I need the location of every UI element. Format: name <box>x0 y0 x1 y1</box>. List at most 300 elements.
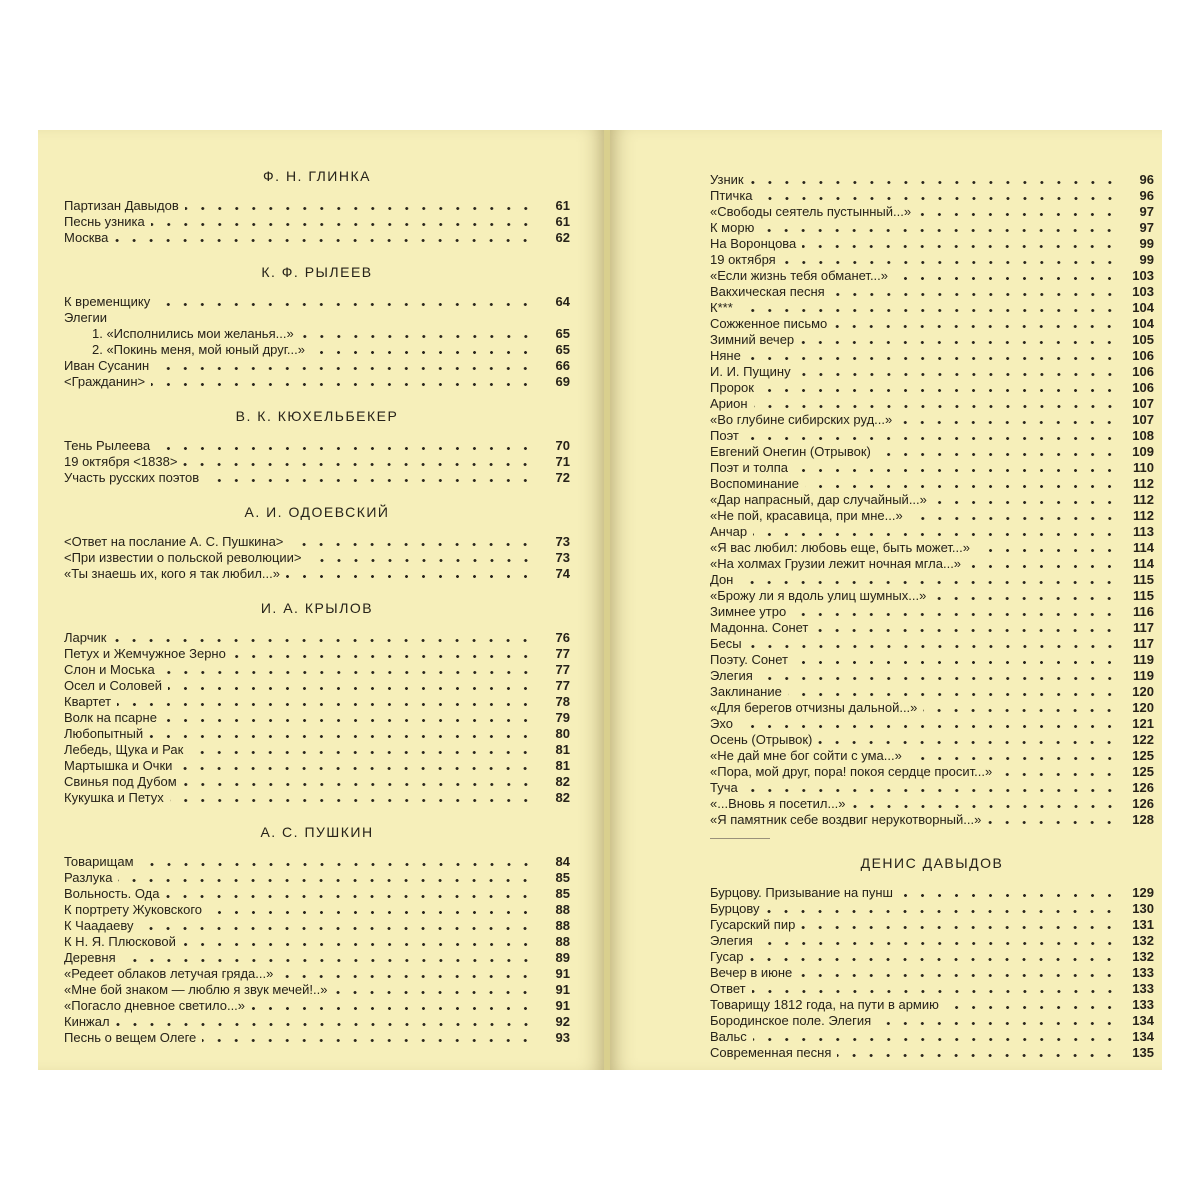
toc-page-number: 104 <box>1132 316 1154 331</box>
toc-entry-title: «Я вас любил: любовь еще, быть может...» <box>710 540 970 555</box>
author-heading: ДЕНИС ДАВЫДОВ <box>860 855 1004 871</box>
toc-entry <box>64 198 570 214</box>
toc-entry <box>710 1013 1154 1029</box>
toc-entry-title: Квартет <box>64 694 112 709</box>
dot-leader <box>759 197 1118 200</box>
toc-entry-title: Любопытный <box>64 726 144 741</box>
toc-entry-title: Пророк <box>710 380 754 395</box>
dot-leader <box>794 661 1118 664</box>
dot-leader <box>202 1039 534 1042</box>
dot-leader <box>805 485 1118 488</box>
toc-entry-title: Птичка <box>710 188 753 203</box>
toc-entry <box>64 998 570 1014</box>
toc-entry <box>710 268 1154 284</box>
toc-entry <box>710 444 1154 460</box>
toc-entry-title: «Погасло дневное светило...» <box>64 998 246 1013</box>
toc-entry <box>710 1045 1154 1061</box>
toc-entry-title: Тень Рылеева <box>64 438 151 453</box>
dot-leader <box>739 581 1118 584</box>
toc-entry <box>710 620 1154 636</box>
toc-entry-title: Элегия <box>710 933 753 948</box>
toc-entry-title: Воспоминание <box>710 476 799 491</box>
dot-leader <box>759 942 1118 945</box>
toc-page-number: 62 <box>555 230 570 245</box>
toc-entry-title: Деревня <box>64 950 116 965</box>
author-heading: Ф. Н. ГЛИНКА <box>263 168 371 184</box>
toc-entry-title: Поэту. Сонет <box>710 652 788 667</box>
dot-leader <box>747 357 1118 360</box>
toc-entry-title: Мадонна. Сонет <box>710 620 809 635</box>
dot-leader <box>753 533 1118 536</box>
toc-entry <box>710 380 1154 396</box>
toc-entry <box>710 236 1154 252</box>
dot-leader <box>139 927 534 930</box>
dot-leader <box>165 895 534 898</box>
toc-page-number: 133 <box>1132 981 1154 996</box>
toc-entry <box>710 748 1154 764</box>
toc-page-number: 78 <box>555 694 570 709</box>
toc-page-number: 106 <box>1132 348 1154 363</box>
toc-page-number: 76 <box>555 630 570 645</box>
dot-leader <box>818 741 1118 744</box>
dot-leader <box>998 773 1118 776</box>
toc-page-number: 116 <box>1133 604 1154 619</box>
toc-page-number: 110 <box>1133 460 1154 475</box>
toc-entry-title: Волк на псарне <box>64 710 157 725</box>
dot-leader <box>149 735 534 738</box>
toc-entry <box>64 662 570 678</box>
toc-page-number: 89 <box>555 950 570 965</box>
toc-page-number: 105 <box>1132 332 1154 347</box>
dot-leader <box>117 703 534 706</box>
toc-entry-title: Разлука <box>64 870 113 885</box>
toc-entry <box>710 684 1154 700</box>
toc-page-number: 119 <box>1133 668 1154 683</box>
toc-entry <box>710 428 1154 444</box>
toc-entry <box>710 812 1154 828</box>
toc-page-number: 120 <box>1132 684 1154 699</box>
toc-entry <box>710 220 1154 236</box>
toc-entry <box>710 949 1154 965</box>
toc-entry-title: Элегии <box>64 310 107 325</box>
toc-entry-title: Узник <box>710 172 744 187</box>
dot-leader <box>945 1006 1118 1009</box>
toc-page-number: 85 <box>555 886 570 901</box>
toc-entry <box>710 997 1154 1013</box>
toc-entry-title: «Во глубине сибирских руд...» <box>710 412 893 427</box>
toc-entry <box>64 214 570 230</box>
toc-entry <box>710 933 1154 949</box>
toc-page-number: 132 <box>1132 933 1154 948</box>
dot-leader <box>908 757 1118 760</box>
toc-entry <box>64 918 570 934</box>
toc-page-number: 119 <box>1133 652 1154 667</box>
toc-entry <box>64 358 570 374</box>
toc-entry <box>64 790 570 806</box>
toc-entry <box>710 604 1154 620</box>
toc-page-number: 130 <box>1132 901 1154 916</box>
toc-page-number: 133 <box>1132 965 1154 980</box>
toc-entry <box>64 454 570 470</box>
toc-entry <box>64 294 570 310</box>
toc-entry <box>710 652 1154 668</box>
toc-entry-title: <Гражданин> <box>64 374 146 389</box>
toc-entry <box>710 540 1154 556</box>
toc-entry-title: Осень (Отрывок) <box>710 732 813 747</box>
toc-entry-title: Участь русских поэтов <box>64 470 200 485</box>
dot-leader <box>831 293 1118 296</box>
dot-leader <box>909 517 1118 520</box>
toc-entry <box>710 252 1154 268</box>
toc-entry-title: К портрету Жуковского <box>64 902 203 917</box>
toc-page-number: 117 <box>1133 620 1154 635</box>
toc-page-number: 69 <box>555 374 570 389</box>
dot-leader <box>794 469 1118 472</box>
toc-entry-title: Современная песня <box>710 1045 832 1060</box>
toc-page-number: 85 <box>555 870 570 885</box>
dot-leader <box>163 719 534 722</box>
toc-entry <box>64 774 570 790</box>
dot-leader <box>877 1022 1118 1025</box>
toc-page-number: 125 <box>1132 748 1154 763</box>
toc-page-number: 96 <box>1139 172 1154 187</box>
toc-entry <box>64 550 570 566</box>
toc-page-number: 103 <box>1132 268 1154 283</box>
toc-entry <box>64 230 570 246</box>
dot-leader <box>748 645 1118 648</box>
dot-leader <box>877 453 1118 456</box>
toc-entry-title: Бородинское поле. Элегия <box>710 1013 872 1028</box>
toc-entry <box>710 885 1154 901</box>
toc-entry-title: Бесы <box>710 636 742 651</box>
toc-entry <box>64 326 570 342</box>
dot-leader <box>205 479 534 482</box>
toc-entry <box>710 460 1154 476</box>
toc-entry-title: Иван Сусанин <box>64 358 150 373</box>
toc-entry-title: «Брожу ли я вдоль улиц шумных...» <box>710 588 927 603</box>
toc-entry-title: 19 октября <box>710 252 776 267</box>
dot-leader <box>802 245 1118 248</box>
toc-page-number: 121 <box>1132 716 1154 731</box>
toc-page-number: 129 <box>1132 885 1154 900</box>
toc-entry <box>64 694 570 710</box>
toc-page-number: 120 <box>1132 700 1154 715</box>
toc-entry-title: «Ты знаешь их, кого я так любил...» <box>64 566 280 581</box>
toc-entry-title: Осел и Соловей <box>64 678 163 693</box>
toc-entry-title: Вольность. Ода <box>64 886 160 901</box>
toc-entry <box>710 492 1154 508</box>
dot-leader <box>798 974 1118 977</box>
toc-entry <box>710 396 1154 412</box>
toc-page-number: 82 <box>555 774 570 789</box>
dot-leader <box>114 239 534 242</box>
dot-leader <box>744 789 1118 792</box>
dot-leader <box>739 725 1118 728</box>
toc-entry <box>64 886 570 902</box>
toc-entry-title: Зимнее утро <box>710 604 787 619</box>
toc-entry <box>710 284 1154 300</box>
toc-entry-title: Кинжал <box>64 1014 110 1029</box>
toc-entry <box>710 572 1154 588</box>
toc-entry <box>710 364 1154 380</box>
dot-leader <box>178 767 534 770</box>
toc-entry-title: Гусар <box>710 949 744 964</box>
dot-leader <box>232 655 534 658</box>
toc-entry <box>64 1030 570 1046</box>
dot-leader <box>932 597 1118 600</box>
toc-entry-title: «Для берегов отчизны дальной...» <box>710 700 918 715</box>
dot-leader <box>749 958 1118 961</box>
toc-page-number: 108 <box>1132 428 1154 443</box>
toc-entry <box>710 524 1154 540</box>
toc-page-number: 92 <box>555 1014 570 1029</box>
toc-entry-title: Петух и Жемчужное Зерно <box>64 646 226 661</box>
toc-entry-title: На Воронцова <box>710 236 797 251</box>
toc-page-number: 96 <box>1139 188 1154 203</box>
toc-page-number: 112 <box>1133 492 1154 507</box>
book-spread <box>38 130 1162 1070</box>
dot-leader <box>917 213 1118 216</box>
toc-entry <box>710 796 1154 812</box>
toc-entry <box>710 901 1154 917</box>
toc-page-number: 81 <box>555 758 570 773</box>
dot-leader <box>933 501 1118 504</box>
toc-entry-title: Лебедь, Щука и Рак <box>64 742 184 757</box>
toc-entry <box>710 476 1154 492</box>
toc-entry-title: Поэт и толпа <box>710 460 788 475</box>
toc-entry-title: Арион <box>710 396 748 411</box>
toc-entry <box>710 348 1154 364</box>
toc-entry-title: Зимний вечер <box>710 332 795 347</box>
toc-entry <box>710 556 1154 572</box>
dot-leader <box>759 677 1118 680</box>
dot-leader <box>760 389 1118 392</box>
dot-leader <box>251 1007 534 1010</box>
toc-entry-title: <Ответ на послание А. С. Пушкина> <box>64 534 284 549</box>
toc-entry-title: «Если жизнь тебя обманет...» <box>710 268 889 283</box>
dot-leader <box>311 351 534 354</box>
toc-entry-title: Сожженное письмо <box>710 316 828 331</box>
toc-entry-title: И. И. Пущину <box>710 364 791 379</box>
toc-page-number: 107 <box>1132 396 1154 411</box>
toc-page-number: 91 <box>555 966 570 981</box>
toc-page-number: 91 <box>555 982 570 997</box>
author-heading: А. С. ПУШКИН <box>260 824 374 840</box>
dot-leader <box>170 799 534 802</box>
toc-page-number: 70 <box>555 438 570 453</box>
toc-entry <box>710 716 1154 732</box>
dot-leader <box>118 879 534 882</box>
toc-page-number: 122 <box>1132 732 1154 747</box>
dot-leader <box>116 1023 534 1026</box>
toc-entry <box>710 668 1154 684</box>
dot-leader <box>976 549 1118 552</box>
dot-leader <box>753 1038 1118 1041</box>
toc-entry-title: Товарищам <box>64 854 134 869</box>
author-heading: И. А. КРЫЛОВ <box>260 600 374 616</box>
dot-leader <box>122 959 534 962</box>
toc-entry-title: К Чаадаеву <box>64 918 134 933</box>
dot-leader <box>797 373 1118 376</box>
toc-page-number: 106 <box>1132 380 1154 395</box>
toc-entry-title: Бурцову. Призывание на пунш <box>710 885 893 900</box>
toc-page-number: 109 <box>1132 444 1154 459</box>
dot-leader <box>814 629 1118 632</box>
toc-page-number: 131 <box>1132 917 1154 932</box>
dot-leader <box>765 910 1118 913</box>
dot-leader <box>923 709 1118 712</box>
toc-page-number: 77 <box>555 678 570 693</box>
dot-leader <box>189 751 534 754</box>
toc-page-number: 115 <box>1133 572 1154 587</box>
toc-entry-title: Товарищу 1812 года, на пути в армию <box>710 997 939 1012</box>
dot-leader <box>185 207 534 210</box>
toc-entry-title: Ларчик <box>64 630 107 645</box>
toc-entry <box>710 508 1154 524</box>
dot-leader <box>752 990 1118 993</box>
toc-entry-title: Туча <box>710 780 738 795</box>
toc-page-number: 71 <box>555 454 570 469</box>
toc-entry <box>710 1029 1154 1045</box>
dot-leader <box>183 783 534 786</box>
toc-entry <box>64 710 570 726</box>
toc-page-number: 74 <box>555 566 570 581</box>
toc-page-number: 77 <box>555 646 570 661</box>
toc-entry-title: К морю <box>710 220 755 235</box>
toc-entry-title: «Пора, мой друг, пора! покоя сердце просит...» <box>710 764 993 779</box>
toc-page-number: 64 <box>555 294 570 309</box>
toc-page-number: 103 <box>1132 284 1154 299</box>
dot-leader <box>289 543 534 546</box>
toc-entry <box>710 172 1154 188</box>
toc-entry-title: 1. «Исполнились мои желанья...» <box>92 326 294 341</box>
dot-leader <box>333 991 534 994</box>
toc-page-number: 91 <box>555 998 570 1013</box>
toc-entry <box>64 566 570 582</box>
toc-entry-title: Кукушка и Петух <box>64 790 164 805</box>
toc-entry-title: Эхо <box>710 716 733 731</box>
toc-page-number: 66 <box>555 358 570 373</box>
toc-page-number: 126 <box>1132 780 1154 795</box>
toc-entry-title: Дон <box>710 572 734 587</box>
toc-entry-title: Евгений Онегин (Отрывок) <box>710 444 871 459</box>
left-page <box>38 130 606 1070</box>
toc-page-number: 99 <box>1139 236 1154 251</box>
toc-entry-title: «Не дай мне бог сойти с ума...» <box>710 748 902 763</box>
dot-leader <box>967 565 1118 568</box>
toc-entry-title: «Я памятник себе воздвиг нерукотворный...» <box>710 812 982 827</box>
toc-entry-title: <При известии о польской революции> <box>64 550 302 565</box>
toc-page-number: 135 <box>1132 1045 1154 1060</box>
toc-entry <box>64 870 570 886</box>
toc-entry-title: Партизан Давыдов <box>64 198 179 213</box>
toc-entry <box>64 534 570 550</box>
dot-leader <box>782 261 1118 264</box>
toc-entry-title: 2. «Покинь меня, мой юный друг...» <box>92 342 305 357</box>
toc-entry-title: «...Вновь я посетил...» <box>710 796 846 811</box>
dot-leader <box>156 447 534 450</box>
toc-entry <box>710 412 1154 428</box>
dot-leader <box>987 821 1118 824</box>
toc-entry-title: 19 октября <1838> <box>64 454 178 469</box>
author-heading: А. И. ОДОЕВСКИЙ <box>244 504 390 520</box>
toc-entry-title: Песнь о вещем Олеге <box>64 1030 197 1045</box>
toc-page-number: 112 <box>1133 508 1154 523</box>
dot-leader <box>279 975 534 978</box>
dot-leader <box>852 805 1118 808</box>
toc-entry-title: Вальс <box>710 1029 747 1044</box>
toc-entry <box>710 636 1154 652</box>
right-toc-column <box>710 172 1154 1061</box>
toc-entry <box>64 630 570 646</box>
dot-leader <box>151 383 534 386</box>
toc-page-number: 99 <box>1139 252 1154 267</box>
dot-leader <box>739 309 1118 312</box>
toc-page-number: 80 <box>555 726 570 741</box>
left-toc-column <box>64 168 570 1046</box>
toc-page-number: 65 <box>555 342 570 357</box>
toc-entry-title: «На холмах Грузии лежит ночная мгла...» <box>710 556 962 571</box>
toc-entry <box>710 700 1154 716</box>
toc-entry <box>710 917 1154 933</box>
toc-entry <box>64 646 570 662</box>
toc-entry <box>64 726 570 742</box>
dot-leader <box>140 863 534 866</box>
toc-page-number: 114 <box>1133 556 1154 571</box>
right-page <box>610 130 1162 1070</box>
toc-page-number: 88 <box>555 902 570 917</box>
toc-entry-title: «Редеет облаков летучая гряда...» <box>64 966 274 981</box>
toc-entry-title: Гусарский пир <box>710 917 796 932</box>
toc-entry-title: Мартышка и Очки <box>64 758 173 773</box>
toc-page-number: 88 <box>555 934 570 949</box>
dot-leader <box>801 926 1118 929</box>
toc-page-number: 125 <box>1132 764 1154 779</box>
toc-entry-title: Элегия <box>710 668 753 683</box>
toc-entry-title: Москва <box>64 230 109 245</box>
dot-leader <box>286 575 534 578</box>
toc-entry <box>710 332 1154 348</box>
toc-page-number: 134 <box>1132 1029 1154 1044</box>
toc-entry-title: Заклинание <box>710 684 782 699</box>
toc-entry <box>710 316 1154 332</box>
dot-leader <box>308 559 534 562</box>
toc-entry <box>710 780 1154 796</box>
toc-entry-title: Слон и Моська <box>64 662 155 677</box>
dot-leader <box>151 223 534 226</box>
toc-entry <box>64 470 570 486</box>
toc-entry <box>710 732 1154 748</box>
toc-entry-title: Свинья под Дубом <box>64 774 177 789</box>
dot-leader <box>168 687 534 690</box>
dot-leader <box>155 367 534 370</box>
toc-page-number: 61 <box>555 214 570 229</box>
toc-entry <box>710 300 1154 316</box>
toc-page-number: 81 <box>555 742 570 757</box>
dot-leader <box>300 335 534 338</box>
toc-page-number: 128 <box>1132 812 1154 827</box>
toc-entry-title: «Мне бой знаком — люблю я звук мечей!..» <box>64 982 328 997</box>
toc-entry-title: «Свободы сеятель пустынный...» <box>710 204 912 219</box>
toc-entry <box>64 310 570 326</box>
toc-entry <box>64 854 570 870</box>
dot-leader <box>161 671 534 674</box>
toc-page-number: 73 <box>555 534 570 549</box>
toc-page-number: 126 <box>1132 796 1154 811</box>
toc-page-number: 65 <box>555 326 570 341</box>
dot-leader <box>894 277 1118 280</box>
toc-page-number: 133 <box>1132 997 1154 1012</box>
